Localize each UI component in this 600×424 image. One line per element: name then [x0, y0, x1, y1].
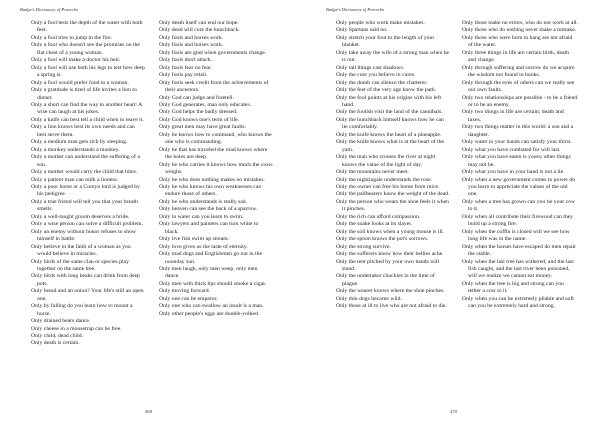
proverb-entry: Only men with thick lips should smoke a cigar. — [159, 280, 267, 287]
proverb-entry: Only a patient man can milk a lioness. — [31, 176, 119, 183]
proverb-entry: Only the foolish visit the land of the cannibals. — [336, 109, 443, 116]
proverb-entry: Only stretch your foot to the length of your blanket. — [336, 34, 435, 49]
proverb-entry: Only three things in life are certain birth, death and change. — [462, 49, 569, 64]
left-column — [31, 20, 145, 348]
proverb-entry: Only through suffering and sorrow do we acquire the wisdom not found in books. — [462, 64, 575, 79]
proverb-entry: Only God knows one's term of life. — [159, 116, 240, 123]
proverb-entry: Only when the last tree has withered, and the last fish caught, and the last river been poisoned, will we realize we cannot eat money. — [462, 258, 574, 280]
proverb-entry: Only cheese in a mousetrap can be free. — [31, 325, 122, 332]
proverb-entry: Only live fish swim up stream. — [159, 236, 230, 243]
proverb-entry: Only when all contribute their firewood can they build up a strong fire. — [462, 213, 574, 228]
proverb-entry: Only fools fear no fear. — [159, 64, 212, 71]
proverb-entry: Only those make no errors, who do not work at all. — [462, 20, 578, 26]
proverb-entry: Only tall things cast shadows. — [336, 64, 405, 71]
proverb-entry: Only when the horses have escaped do men repair the stable. — [462, 243, 577, 258]
proverb-entry: Only the dumb can silence the chatterer. — [336, 79, 428, 86]
proverb-entry: Only fools don't attack. — [159, 57, 213, 64]
proverb-entry: Only a wise person can solve a difficult problem. — [31, 221, 143, 228]
proverb-entry: Only those who do nothing never make a mistake. — [462, 27, 577, 34]
proverb-entry: Only the mountains never meet. — [336, 169, 409, 176]
proverb-entry: Only birds of the same clan or species play together on the same tree. — [31, 258, 129, 272]
proverb-entry: Only thin dogs become wild. — [336, 295, 402, 302]
proverb-entry: Only those at ill to live who are not afraid to die. — [336, 303, 447, 310]
proverb-entry: Only two things in life are certain; death and taxes. — [462, 109, 564, 123]
proverb-entry: Only death is certain. — [31, 340, 80, 347]
proverb-entry: Only people who work make mistakes. — [336, 20, 425, 26]
proverb-entry: Only two relationships are possible - to be a friend or to be an enemy. — [462, 94, 578, 108]
running-header: Badge's Dictionary of Proverbs — [326, 7, 385, 12]
proverb-entry: Only a mother would carry the child that bites. — [31, 169, 138, 176]
proverb-entry: Only when you can be extremely pliable and soft can you be extremely hard and strong. — [462, 295, 574, 310]
proverb-entry: Only a fool tries to jump in the fire. — [31, 34, 113, 41]
proverb-entry: Only death itself can end our hope. — [159, 20, 239, 26]
proverb-entry: Only heaven can see the back of a sparrow. — [159, 206, 258, 213]
proverb-entry: Only when the coffin is closed will we see how long life was in the name. — [462, 228, 570, 243]
proverb-entry: Only those who were born to hang are not afraid of the water. — [462, 34, 573, 49]
proverb-entry: Only the soil knows when a young mouse is ill. — [336, 228, 445, 235]
running-header: Badge's Dictionary of Proverbs — [20, 7, 79, 12]
proverb-entry: Only fools and horses work. — [159, 34, 224, 41]
proverb-entry: Only a lion knows best its own needs and can best serve them. — [31, 124, 135, 138]
proverb-entry: Only the person who wears the shoe feels it when it pinches. — [336, 198, 449, 213]
proverb-entry: Only the owner can free his home from mice. — [336, 183, 440, 190]
proverb-entry: Only a fool will use both his legs to test how deep a spring is. — [31, 64, 145, 79]
proverb-entry: Only the spoon knows the pot's sorrows. — [336, 236, 429, 243]
proverb-entry: Only the knife knows the heart of a pineapple. — [336, 131, 442, 138]
proverb-entry: Only a medium man gets rich by sleeping. — [31, 139, 128, 146]
proverb-entry: Only when the tree is big and strong can you tether a cow to it. — [462, 280, 564, 295]
proverb-entry: Only he that has traveled the road knows where the holes are deep. — [159, 146, 268, 161]
proverb-entry: Only what you have combated for will last. — [462, 146, 561, 153]
proverb-entry: Only when a tree has grown can you tie your cow to it. — [462, 198, 576, 213]
proverb-entry: Only other people's eggs are double-yolked. — [159, 310, 260, 317]
proverb-entry: Only a knife can best tell a child when to leave it. — [31, 116, 144, 123]
page-number: 468 — [145, 409, 152, 414]
proverb-entry: Only water in your hands can satisfy your thirst. — [462, 139, 572, 146]
proverb-entry: Only the snake looks at its slayer. — [336, 221, 413, 228]
proverb-entry: Only fools are glad when governments change. — [159, 49, 267, 56]
right-column — [159, 20, 273, 318]
proverb-entry: Only moving forward. — [159, 288, 211, 295]
proverb-entry: Only the cure you believe in cures. — [336, 72, 416, 79]
proverb-entry: Only birds with long beaks can drink from deep pots. — [31, 273, 140, 287]
proverb-entry: Only the tent pitched by your own hands will stand. — [336, 258, 439, 272]
proverb-entry: Only a true friend will tell you that your breath smells. — [31, 198, 138, 213]
proverb-entry: Only a fool who doesn't see the promises on the flat chest of a young woman. — [31, 42, 140, 56]
proverb-entry: Only through the eyes of others can we really see our own faults. — [462, 79, 575, 94]
proverb-entry: Only the undertaker chuckles in the time of plague. — [336, 273, 435, 287]
proverb-entry: Only when a new government comes to power do you learn to appreciate the values of the old one. — [462, 176, 576, 198]
proverb-entry: Only in water can you learn to swim. — [159, 213, 244, 220]
proverb-entry: Only fools pay retail. — [159, 72, 208, 79]
left-column — [336, 20, 450, 311]
page-number: 470 — [450, 409, 457, 414]
proverb-entry: Only great men may have great faults. — [159, 124, 247, 131]
proverb-entry: Only love gives us the taste of eternity. — [159, 243, 248, 250]
proverb-entry: Only what you have eaten is yours; other things may not be. — [462, 154, 571, 168]
proverb-entry: Only the man who crosses the river at night knows the value of the light of day. — [336, 154, 436, 168]
proverb-entry: Only God can judge and foretell. — [159, 94, 234, 101]
proverb-entry: Only he who knows his own weaknesses can endure those of others. — [159, 183, 262, 198]
proverb-entry: Only the knife knows what is at the heart of the yam. — [336, 139, 445, 153]
right-page — [300, 0, 600, 424]
proverb-entry: Only believe in the faith of a woman as you would believe in miracles. — [31, 243, 131, 258]
proverb-entry: Only drained bears dance. — [31, 318, 91, 325]
proverb-entry: Only one who can swallow an insult is a man. — [159, 303, 264, 310]
proverb-entry: Only the nightingale understands the rose. — [336, 176, 433, 183]
proverb-entry: Only a gratitude is tired of life invites a lion to dinner. — [31, 87, 137, 101]
proverb-entry: Only a monkey understands a monkey. — [31, 146, 120, 153]
proverb-entry: Only two things matter in this world: a son and a daughter. — [462, 124, 574, 138]
proverb-entry: Only fools seek credit from the achievements of their ancestors. — [159, 79, 269, 94]
proverb-entry: Only Spartans said no. — [336, 27, 388, 34]
proverb-entry: Only he knows how to command, who knows the one who is commanding. — [159, 131, 272, 146]
proverb-entry: Only the feet of the very age know the path. — [336, 87, 437, 94]
proverb-entry: Only God helps the badly dressed. — [159, 109, 238, 116]
proverb-entry: Only an enemy without honor refuses to show himself in battle. — [31, 228, 137, 243]
proverb-entry: Only dead will cure the hunchback. — [159, 27, 240, 34]
proverb-entry: Only the sufferers know how their bellies ache. — [336, 251, 444, 258]
proverb-entry: Only a poor horse or a Comyn lord is judged by his pedigree. — [31, 183, 140, 198]
proverb-entry: Only he who carries it knows how much the cross weighs. — [159, 161, 273, 176]
right-column — [462, 20, 578, 311]
proverb-entry: Only a mother can understand the suffering of a son. — [31, 154, 140, 168]
proverb-entry: Only one can be emperor. — [159, 295, 218, 302]
proverb-entry: Only bread and an onion? Your life's still an open one. — [31, 288, 144, 302]
proverb-entry: Only the hunchback himself knows how he can lie comfortably. — [336, 116, 444, 131]
proverb-entry: Only a fool tests the depth of the water with both feet. — [31, 20, 143, 34]
proverb-entry: Only child, dead child. — [31, 333, 83, 340]
proverb-entry: Only God generates, man only educates. — [159, 101, 252, 108]
proverb-entry: Only a fool would prefer food to a woman. — [31, 79, 129, 86]
proverb-entry: Only men laugh, only men weep, only men dance. — [159, 265, 258, 280]
proverb-entry: Only take away the wife of a strong man when he is out. — [336, 49, 450, 64]
proverb-entry: Only lawyers and painters can turn white to black. — [159, 221, 259, 235]
proverb-entry: Only the strong survive. — [336, 243, 391, 250]
proverb-entry: Only the fool points at his origins with his left hand. — [336, 94, 442, 108]
proverb-entry: Only he who understands is really sad. — [159, 198, 247, 205]
proverb-entry: Only the wearer knows where the shoe pinches. — [336, 288, 445, 295]
proverb-entry: Only the rich can afford compassion. — [336, 213, 421, 220]
proverb-entry: Only mad dogs and Englishmen go out in the noonday sun. — [159, 251, 262, 265]
proverb-entry: Only what you have in your hand is not a lie. — [462, 169, 565, 176]
proverb-entry: Only fools and horses work. — [159, 42, 224, 49]
proverb-entry: Only a short can find the way to another heart: A wise can laugh at his jokes. — [31, 101, 142, 116]
proverb-entry: Only a fool will make a doctor his heir. — [31, 57, 121, 64]
proverb-entry: Only the pallbearers know the weight of the dead. — [336, 191, 450, 198]
proverb-entry: Only he who does nothing makes no mistakes. — [159, 176, 265, 183]
proverb-entry: Only by falling do you learn how to mount a horse. — [31, 303, 133, 317]
proverb-entry: Only a well-taught groom deserves a bride. — [31, 213, 130, 220]
